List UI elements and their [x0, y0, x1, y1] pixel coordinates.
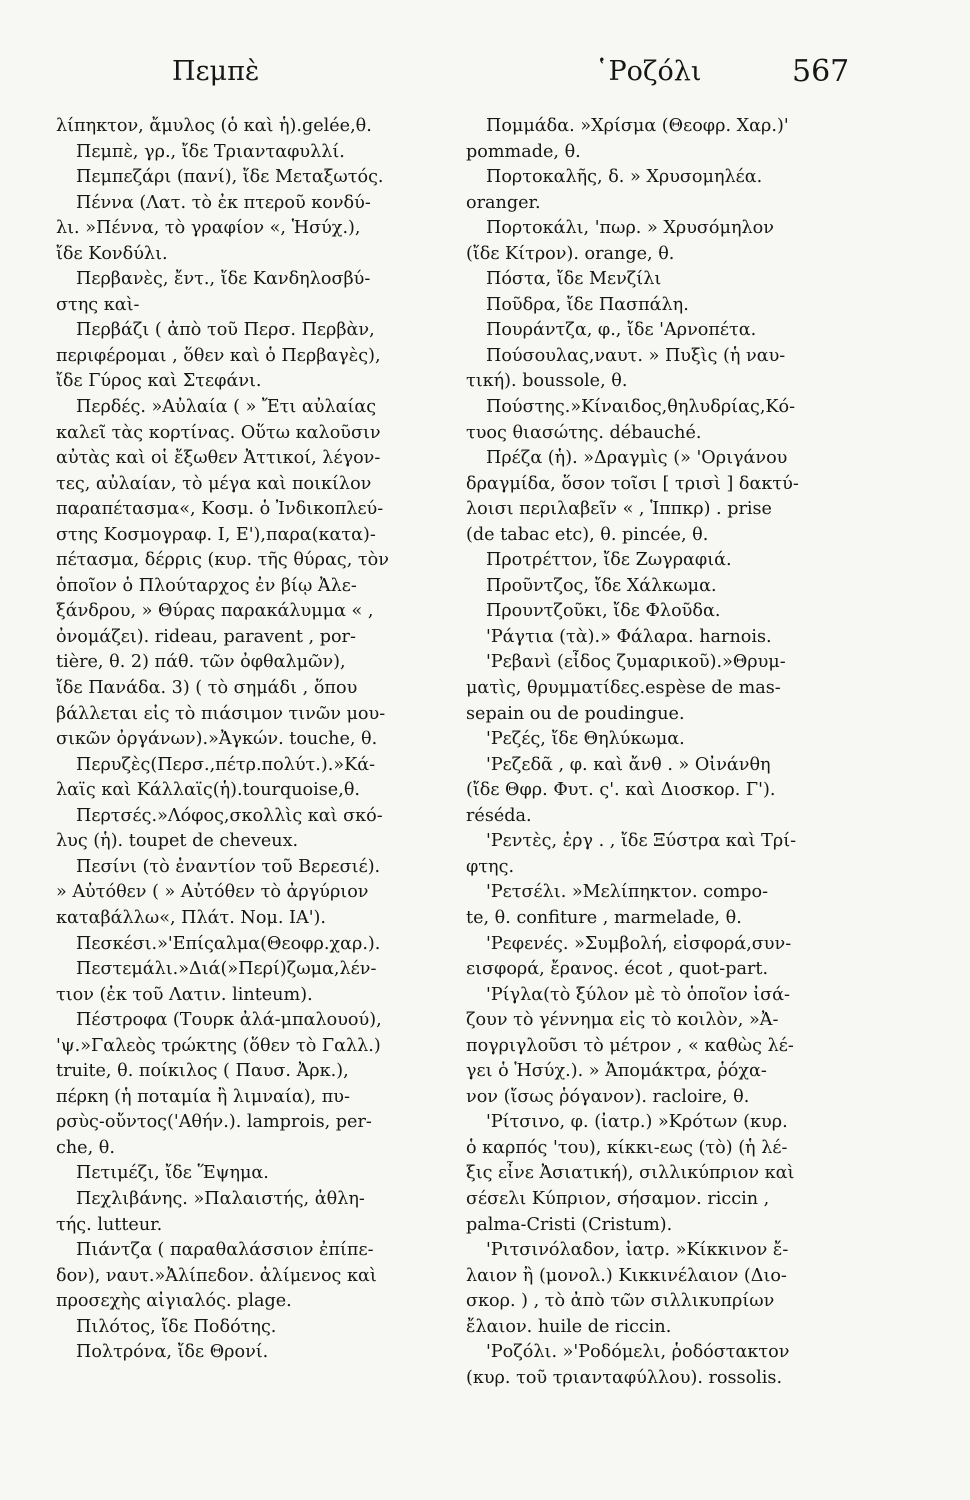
- dictionary-line: (de tabac etc), θ. pincée, θ.: [466, 524, 709, 545]
- dictionary-line: Πέννα (Λατ. τὸ ἐκ πτεροῦ κονδύ-: [76, 192, 371, 213]
- dictionary-line: 'Ρετσέλι. »Μελίπηκτον. compo-: [486, 882, 769, 903]
- dictionary-line: σκορ. ) , τὸ ἀπὸ τῶν σιλλικυπρίων: [466, 1291, 775, 1312]
- dictionary-line: 'Ρεζές, ἴδε Θηλύκωμα.: [486, 729, 685, 750]
- page-number: 567: [792, 54, 850, 89]
- dictionary-line: 'Ριτσινόλαδον, ἰατρ. »Κίκκινον ἔ-: [486, 1240, 789, 1261]
- dictionary-line: παραπέτασμα«, Κοσμ. ὁ Ἰνδικοπλεύ-: [56, 499, 384, 520]
- dictionary-line: Πορτοκαλῆς, δ. » Χρυσομηλέα.: [486, 167, 763, 188]
- dictionary-line: βάλλεται εἰς τὸ πιάσιμον τινῶν μου-: [56, 703, 386, 724]
- dictionary-line: ἔλαιον. huile de riccin.: [466, 1316, 672, 1337]
- dictionary-line: τες, αὐλαίαν, τὸ μέγα καὶ ποικίλον: [56, 473, 372, 494]
- dictionary-line: (ἴδε Κίτρον). orange, θ.: [466, 243, 675, 264]
- dictionary-line: ὁποῖον ὁ Πλούταρχος ἐν βίῳ Ἀλε-: [56, 575, 357, 596]
- dictionary-line: νον (ἴσως ῥόγανον). racloire, θ.: [466, 1086, 750, 1107]
- dictionary-line: προσεχὴς αἰγιαλός. plage.: [56, 1291, 292, 1312]
- dictionary-line: πογριγλοῦσι τὸ μέτρον , « καθὼς λέ-: [466, 1035, 794, 1056]
- dictionary-line: Πεστεμάλι.»Διά(»Περί)ζωμα,λέν-: [76, 959, 377, 980]
- dictionary-line: 'Ρίτσινο, φ. (ἰατρ.) »Κρότων (κυρ.: [486, 1112, 788, 1133]
- dictionary-line: στης καὶ-: [56, 294, 140, 315]
- dictionary-line: πέτασμα, δέρρις (κυρ. τῆς θύρας, τὸν: [56, 550, 389, 571]
- dictionary-line: λαιον ἢ (μονολ.) Κικκινέλαιον (Διο-: [466, 1265, 787, 1286]
- dictionary-line: Πιλότος, ἴδε Ποδότης.: [76, 1316, 277, 1337]
- dictionary-line: Πετιμέζι, ἴδε Ἕψημα.: [76, 1163, 269, 1184]
- dictionary-line: ματὶς, θρυμματίδες.espèse de mas-: [466, 678, 781, 699]
- dictionary-line: 'Ρεντὲς, ἐργ . , ἴδε Ξύστρα καὶ Τρί-: [486, 831, 797, 852]
- right-column: [466, 114, 866, 1391]
- dictionary-line: Περδές. »Αὐλαία ( » Ἔτι αὐλαίας: [76, 397, 377, 418]
- dictionary-line: (ἴδε Θφρ. Φυτ. ς'. καὶ Διοσκορ. Γ').: [466, 780, 776, 801]
- dictionary-line: palma-Cristi (Cristum).: [466, 1214, 673, 1235]
- dictionary-line: σικῶν ὀργάνων).»Ἀγκών. touche, θ.: [56, 729, 378, 750]
- dictionary-line: 'Ράγτια (τὰ).» Φάλαρα. harnois.: [486, 626, 772, 647]
- dictionary-line: 'Ρεβανὶ (εἶδος ζυμαρικοῦ).»Θρυμ-: [486, 652, 786, 673]
- dictionary-line: Πεμπεζάρι (πανί), ἴδε Μεταξωτός.: [76, 167, 384, 188]
- dictionary-line: Πεσίνι (τὸ ἐναντίον τοῦ Βερεσιέ).: [76, 856, 381, 877]
- dictionary-line: Πολτρόνα, ἴδε Θρονί.: [76, 1342, 269, 1363]
- dictionary-line: ἴδε Πανάδα. 3) ( τὸ σημάδι , ὅπου: [56, 678, 358, 699]
- dictionary-line: Πουράντζα, φ., ἴδε 'Αρνοπέτα.: [486, 320, 757, 341]
- dictionary-line: Πεσκέσι.»'Επίςαλμα(Θεοφρ.χαρ.).: [76, 933, 381, 954]
- dictionary-line: Πρέζα (ἡ). »Δραγμὶς (» 'Οριγάνου: [486, 448, 788, 469]
- dictionary-line: γει ὁ Ἡσύχ.). » Ἀπομάκτρα, ῥόχα-: [466, 1061, 767, 1082]
- dictionary-line: Προτρέττον, ἴδε Ζωγραφιά.: [486, 550, 732, 571]
- dictionary-line: Περτσές.»Λόφος,σκολλὶς καὶ σκό-: [76, 805, 383, 826]
- dictionary-line: τής. lutteur.: [56, 1214, 163, 1235]
- dictionary-line: τυος θιασώτης. débauché.: [466, 422, 702, 443]
- dictionary-line: (κυρ. τοῦ τριανταφύλλου). rossolis.: [466, 1367, 783, 1388]
- dictionary-line: φτης.: [466, 856, 515, 877]
- dictionary-line: λυς (ἡ). toupet de cheveux.: [56, 831, 299, 852]
- dictionary-line: καταβάλλω«, Πλάτ. Νομ. ΙΑ').: [56, 907, 326, 928]
- dictionary-line: Περβάζι ( ἀπὸ τοῦ Περσ. Περβὰν,: [76, 320, 375, 341]
- dictionary-line: 'ψ.»Γαλεὸς τρώκτης (ὅθεν τὸ Γαλλ.): [56, 1035, 381, 1056]
- running-header-left: Πεμπὲ: [172, 56, 260, 87]
- dictionary-line: truite, θ. ποίκιλος ( Παυσ. Ἀρκ.),: [56, 1061, 349, 1082]
- dictionary-line: Πεμπὲ, γρ., ἴδε Τριανταφυλλί.: [76, 141, 345, 162]
- dictionary-line: Προυντζοῦκι, ἴδε Φλοῦδα.: [486, 601, 721, 622]
- dictionary-line: Πομμάδα. »Χρίσμα (Θεοφρ. Χαρ.)': [486, 116, 789, 136]
- dictionary-line: 'Ρίγλα(τὸ ξύλον μὲ τὸ ὁποῖον ἰσά-: [486, 984, 790, 1005]
- dictionary-line: ἴδε Κονδύλι.: [56, 243, 168, 264]
- dictionary-line: 'Ρεζεδᾶ , φ. καὶ ἄνθ . » Οἰνάνθη: [486, 754, 771, 775]
- dictionary-line: réséda.: [466, 805, 532, 826]
- dictionary-line: Πορτοκάλι, 'πωρ. » Χρυσόμηλον: [486, 218, 774, 239]
- dictionary-line: sepain ou de poudingue.: [466, 703, 685, 724]
- dictionary-line: καλεῖ τὰς κορτίνας. Οὕτω καλοῦσιν: [56, 422, 381, 443]
- dictionary-line: ὁ καρπός 'του), κίκκι-εως (τὸ) (ἡ λέ-: [466, 1137, 788, 1158]
- dictionary-line: Περυζὲς(Περσ.,πέτρ.πολύτ.).»Κά-: [76, 754, 376, 775]
- dictionary-line: oranger.: [466, 192, 541, 213]
- dictionary-line: ρσὺς-οὔντος('Αθήν.). lamprois, per-: [56, 1112, 372, 1133]
- dictionary-line: ξις εἶνε Ἀσιατική), σιλλικύπριον καὶ: [466, 1163, 795, 1184]
- dictionary-line: εισφορά, ἔρανος. écot , quot-part.: [466, 959, 769, 980]
- dictionary-line: στης Κοσμογραφ. I, E'),παρα(κατα)-: [56, 524, 376, 545]
- dictionary-line: περιφέρομαι , ὅθεν καὶ ὁ Περβαγὲς),: [56, 345, 381, 366]
- dictionary-line: λίπηκτον, ἄμυλος (ὁ καὶ ἡ).gelée,θ.: [56, 116, 372, 136]
- running-header-right: ῾Ροζόλι: [595, 56, 702, 87]
- dictionary-line: ὀνομάζει). rideau, paravent , por-: [56, 626, 356, 647]
- dictionary-line: 'Ρεφενές. »Συμβολή, εἰσφορά,συν-: [486, 933, 792, 954]
- dictionary-line: ζουν τὸ γέννημα εἰς τὸ κοιλὸν, »Ἀ-: [466, 1010, 779, 1031]
- dictionary-line: δραγμίδα, ὅσον τοῖσι [ τρισὶ ] δακτύ-: [466, 473, 799, 494]
- dictionary-line: pommade, θ.: [466, 141, 581, 162]
- dictionary-line: τική). boussole, θ.: [466, 371, 628, 392]
- dictionary-line: Πούσουλας,ναυτ. » Πυξὶς (ἡ ναυ-: [486, 345, 786, 366]
- dictionary-line: Πιάντζα ( παραθαλάσσιον ἐπίπε-: [76, 1240, 374, 1261]
- dictionary-line: δον), ναυτ.»Ἀλίπεδον. ἀλίμενος καὶ: [56, 1265, 377, 1286]
- dictionary-line: ξάνδρου, » Θύρας παρακάλυμμα « ,: [56, 601, 374, 622]
- dictionary-line: Περβανὲς, ἔντ., ἴδε Κανδηλοσβύ-: [76, 269, 371, 290]
- dictionary-line: λαϊς καὶ Κάλλαϊς(ἡ).tourquoise,θ.: [56, 780, 360, 801]
- dictionary-line: λοισι περιλαβεῖν « , Ἱππκρ) . prise: [466, 499, 772, 520]
- dictionary-line: λι. »Πέννα, τὸ γραφίον «, Ἡσύχ.),: [56, 218, 361, 239]
- dictionary-line: Πόστα, ἴδε Μενζίλι: [486, 269, 662, 290]
- dictionary-line: πέρκη (ἡ ποταμία ἢ λιμναία), πυ-: [56, 1086, 350, 1107]
- dictionary-line: tière, θ. 2) πάθ. τῶν ὀφθαλμῶν),: [56, 652, 346, 673]
- dictionary-line: 'Ροζόλι. »'Ροδόμελι, ῥοδόστακτον: [486, 1342, 790, 1363]
- dictionary-line: Προῦντζος, ἴδε Χάλκωμα.: [486, 575, 717, 596]
- dictionary-line: αὐτὰς καὶ οἱ ἔξωθεν Ἀττικοί, λέγον-: [56, 448, 381, 469]
- dictionary-line: Πέστροφα (Τουρκ ἀλά-μπαλουού),: [76, 1010, 382, 1031]
- dictionary-line: che, θ.: [56, 1137, 115, 1158]
- dictionary-line: Πεχλιβάνης. »Παλαιστής, ἀθλη-: [76, 1188, 365, 1209]
- dictionary-line: ἴδε Γύρος καὶ Στεφάνι.: [56, 371, 262, 392]
- dictionary-line: » Αὐτόθεν ( » Αὐτόθεν τὸ ἀργύριον: [56, 882, 369, 903]
- dictionary-line: Ποῦδρα, ἴδε Πασπάλη.: [486, 294, 689, 315]
- left-column: [56, 114, 456, 1366]
- dictionary-line: σέσελι Κύπριον, σήσαμον. riccin ,: [466, 1188, 770, 1209]
- dictionary-line: te, θ. confiture , marmelade, θ.: [466, 907, 742, 928]
- dictionary-line: τιον (ἐκ τοῦ Λατιν. linteum).: [56, 984, 313, 1005]
- dictionary-line: Πούστης.»Κίναιδος,θηλυδρίας,Κό-: [486, 397, 796, 418]
